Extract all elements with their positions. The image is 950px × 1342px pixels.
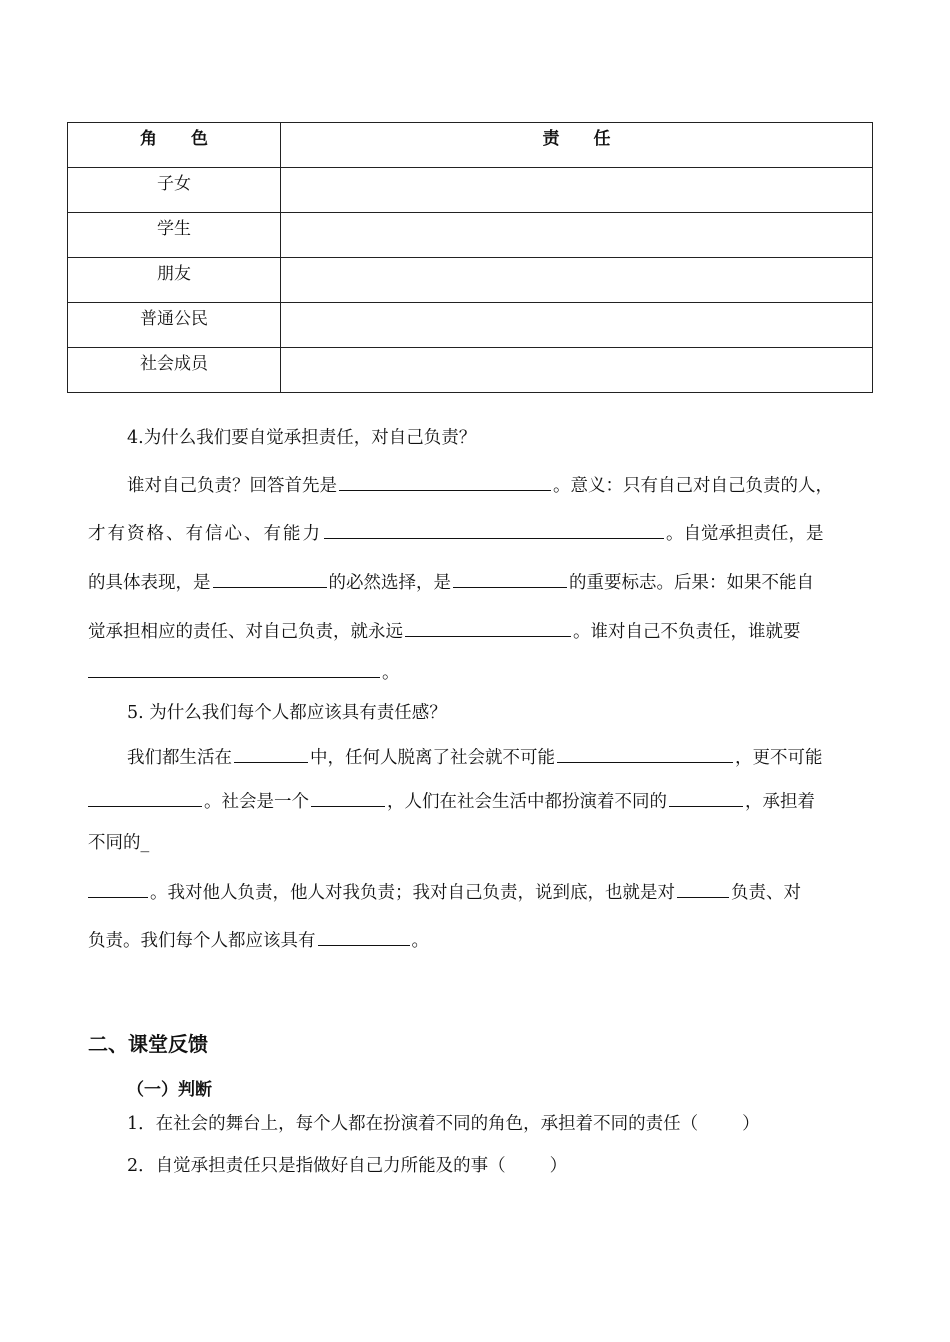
- q4-title: 4.为什么我们要自觉承担责任，对自己负责？: [127, 428, 477, 448]
- q4-line1: [127, 474, 833, 496]
- q4-text: 谁对自己负责？回答首先是: [127, 476, 337, 496]
- q5-text: ，承担着: [745, 792, 815, 812]
- judgment-text: ）: [742, 1114, 760, 1134]
- q4-text: 的重要标志。后果：如果不能自: [569, 573, 814, 593]
- role-cell: 普通公民: [68, 303, 281, 348]
- responsibility-cell[interactable]: [281, 303, 873, 348]
- q5-text: 中，任何人脱离了社会就不可能: [310, 748, 555, 768]
- fill-blank[interactable]: [318, 929, 410, 946]
- fill-blank[interactable]: [88, 661, 380, 678]
- q4-text: 觉承担相应的责任、对自己负责，就永远: [88, 622, 403, 642]
- responsibility-cell[interactable]: [281, 348, 873, 393]
- header-responsibility: 责 任: [281, 123, 873, 168]
- table-header-row: [68, 123, 873, 168]
- q4-text: 的必然选择，是: [328, 573, 451, 593]
- q4-text: 。意义：只有自己对自己负责的人，: [553, 476, 833, 496]
- q5-line3: 不同的_: [88, 833, 150, 853]
- fill-blank[interactable]: [88, 790, 202, 807]
- q5-line1: [127, 746, 823, 768]
- table-row: [68, 168, 873, 213]
- q4-line4: [88, 620, 801, 642]
- judgment-item-1: [127, 1116, 760, 1134]
- q5-text: 。我对他人负责，他人对我负责；我对自己负责，说到底，也就是对: [150, 883, 675, 903]
- q5-line4: [88, 881, 801, 903]
- roles-table: [67, 122, 873, 393]
- fill-blank[interactable]: [453, 571, 567, 588]
- fill-blank[interactable]: [677, 881, 729, 898]
- q5-text: 。: [411, 931, 429, 951]
- role-cell: 子女: [68, 168, 281, 213]
- q4-text: 。谁对自己不负责任，谁就要: [573, 622, 801, 642]
- role-cell: 朋友: [68, 258, 281, 303]
- subsection-heading: （一）判断: [127, 1080, 212, 1100]
- q4-text: 。自觉承担责任，是: [666, 524, 824, 544]
- table-row: [68, 348, 873, 393]
- q4-line5: [88, 661, 400, 683]
- fill-blank[interactable]: [213, 571, 327, 588]
- q5-text: 负责。我们每个人都应该具有: [88, 931, 316, 951]
- fill-blank[interactable]: [324, 522, 664, 539]
- fill-blank[interactable]: [405, 620, 571, 637]
- table-row: [68, 303, 873, 348]
- q5-line2: [88, 790, 815, 812]
- q5-text: 我们都生活在: [127, 748, 232, 768]
- fill-blank[interactable]: [234, 746, 308, 763]
- header-role: 角 色: [68, 123, 281, 168]
- q4-text: 才有资格、有信心、有能力: [88, 524, 322, 544]
- responsibility-cell[interactable]: [281, 258, 873, 303]
- q5-text: ，人们在社会生活中都扮演着不同的: [387, 792, 667, 812]
- q4-line3: [88, 571, 814, 593]
- fill-blank[interactable]: [88, 881, 148, 898]
- table-row: [68, 258, 873, 303]
- judgment-item-2: [127, 1158, 567, 1176]
- q5-text: 。社会是一个: [204, 792, 309, 812]
- section-heading: 二、课堂反馈: [88, 1032, 208, 1056]
- fill-blank[interactable]: [669, 790, 743, 807]
- fill-blank[interactable]: [557, 746, 733, 763]
- fill-blank[interactable]: [311, 790, 385, 807]
- q5-line5: [88, 929, 429, 951]
- q5-text: ，更不可能: [735, 748, 823, 768]
- q4-line2: [88, 522, 824, 544]
- q4-text: 的具体表现，是: [88, 573, 211, 593]
- judgment-text: 2．自觉承担责任只是指做好自己力所能及的事（: [127, 1156, 506, 1176]
- q5-text: 负责、对: [731, 883, 801, 903]
- judgment-text: 1．在社会的舞台上，每个人都在扮演着不同的角色，承担着不同的责任（: [127, 1114, 699, 1134]
- fill-blank[interactable]: [339, 474, 551, 491]
- responsibility-cell[interactable]: [281, 168, 873, 213]
- responsibility-cell[interactable]: [281, 213, 873, 258]
- q4-text: 。: [382, 663, 400, 683]
- role-cell: 社会成员: [68, 348, 281, 393]
- role-cell: 学生: [68, 213, 281, 258]
- q5-title: 5. 为什么我们每个人都应该具有责任感？: [127, 703, 447, 723]
- table-row: [68, 213, 873, 258]
- judgment-text: ）: [549, 1156, 568, 1176]
